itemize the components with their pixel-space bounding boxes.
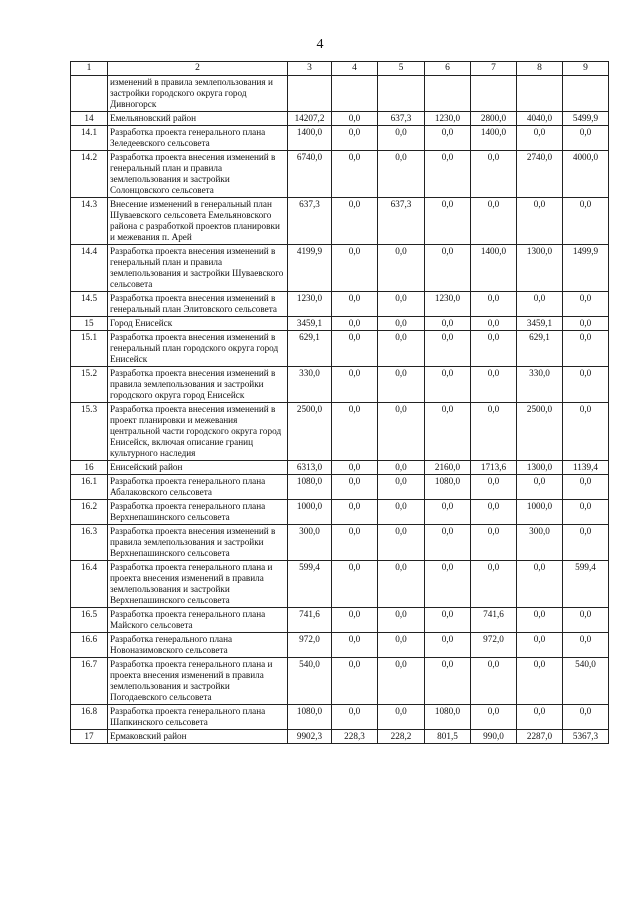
value-cell: 1300,0 [517, 245, 563, 292]
value-cell: 0,0 [471, 331, 517, 367]
value-cell: 0,0 [332, 126, 378, 151]
value-cell: 637,3 [288, 198, 332, 245]
value-cell: 0,0 [332, 403, 378, 461]
value-cell: 0,0 [563, 500, 609, 525]
value-cell: 6313,0 [288, 461, 332, 475]
value-cell: 330,0 [517, 367, 563, 403]
value-cell: 0,0 [425, 367, 471, 403]
row-number-cell: 16.5 [71, 608, 108, 633]
value-cell: 0,0 [378, 561, 425, 608]
row-name-cell: Разработка проекта генерального плана Верхнепашинского сельсовета [108, 500, 288, 525]
value-cell: 0,0 [517, 633, 563, 658]
value-cell: 2740,0 [517, 151, 563, 198]
value-cell: 540,0 [563, 658, 609, 705]
table-row [71, 292, 609, 317]
row-number-cell: 16.2 [71, 500, 108, 525]
value-cell: 0,0 [471, 403, 517, 461]
value-cell: 1080,0 [288, 475, 332, 500]
value-cell [471, 76, 517, 112]
value-cell: 0,0 [378, 658, 425, 705]
table-row [71, 705, 609, 730]
value-cell: 2500,0 [288, 403, 332, 461]
value-cell: 0,0 [425, 245, 471, 292]
table-row [71, 633, 609, 658]
row-number-cell: 14.5 [71, 292, 108, 317]
value-cell: 0,0 [563, 367, 609, 403]
value-cell: 0,0 [332, 608, 378, 633]
table-row [71, 198, 609, 245]
value-cell: 1300,0 [517, 461, 563, 475]
table-row [71, 367, 609, 403]
row-name-cell: Разработка генерального плана Новоназимовского сельсовета [108, 633, 288, 658]
value-cell: 0,0 [517, 705, 563, 730]
row-name-cell: Разработка проекта генерального плана Зеледеевского сельсовета [108, 126, 288, 151]
value-cell [288, 76, 332, 112]
value-cell: 0,0 [378, 331, 425, 367]
value-cell: 0,0 [425, 151, 471, 198]
value-cell: 0,0 [471, 500, 517, 525]
value-cell: 1713,6 [471, 461, 517, 475]
value-cell: 0,0 [378, 317, 425, 331]
value-cell: 0,0 [332, 475, 378, 500]
row-number-cell: 14.4 [71, 245, 108, 292]
value-cell: 0,0 [471, 475, 517, 500]
row-name-cell: Город Енисейск [108, 317, 288, 331]
column-header: 4 [332, 62, 378, 76]
value-cell: 0,0 [425, 633, 471, 658]
value-cell: 0,0 [332, 461, 378, 475]
value-cell: 599,4 [563, 561, 609, 608]
value-cell: 0,0 [378, 151, 425, 198]
table-row [71, 658, 609, 705]
value-cell: 1400,0 [471, 245, 517, 292]
column-header: 2 [108, 62, 288, 76]
value-cell: 741,6 [471, 608, 517, 633]
table-row [71, 730, 609, 744]
value-cell: 0,0 [517, 658, 563, 705]
row-number-cell: 15.3 [71, 403, 108, 461]
value-cell: 300,0 [288, 525, 332, 561]
value-cell [563, 76, 609, 112]
table-row [71, 151, 609, 198]
table-row [71, 112, 609, 126]
row-number-cell: 16.7 [71, 658, 108, 705]
value-cell: 228,3 [332, 730, 378, 744]
value-cell: 0,0 [425, 500, 471, 525]
value-cell: 0,0 [378, 500, 425, 525]
row-name-cell: изменений в правила землепользования и застройки городского округа город Дивногорск [108, 76, 288, 112]
value-cell [517, 76, 563, 112]
row-name-cell: Разработка проекта внесения изменений в правила землепользования и застройки Верхнепашинского сельсовета [108, 525, 288, 561]
value-cell: 0,0 [332, 525, 378, 561]
value-cell: 0,0 [332, 151, 378, 198]
table-row [71, 331, 609, 367]
value-cell: 1230,0 [425, 112, 471, 126]
row-number-cell: 16.8 [71, 705, 108, 730]
value-cell: 0,0 [517, 292, 563, 317]
row-number-cell [71, 76, 108, 112]
row-name-cell: Емельяновский район [108, 112, 288, 126]
value-cell: 0,0 [471, 151, 517, 198]
column-header: 1 [71, 62, 108, 76]
value-cell: 0,0 [378, 705, 425, 730]
row-name-cell: Разработка проекта генерального плана и проекта внесения изменений в правила землепользования и застройки Погодаевского сельсовета [108, 658, 288, 705]
value-cell: 3459,1 [288, 317, 332, 331]
value-cell: 0,0 [332, 705, 378, 730]
row-number-cell: 15 [71, 317, 108, 331]
value-cell: 0,0 [471, 525, 517, 561]
value-cell: 0,0 [378, 245, 425, 292]
value-cell: 540,0 [288, 658, 332, 705]
value-cell: 801,5 [425, 730, 471, 744]
budget-table [70, 61, 609, 744]
table-row [71, 500, 609, 525]
value-cell: 0,0 [332, 633, 378, 658]
value-cell: 0,0 [517, 198, 563, 245]
value-cell: 629,1 [288, 331, 332, 367]
value-cell: 0,0 [425, 658, 471, 705]
value-cell: 6740,0 [288, 151, 332, 198]
value-cell: 0,0 [471, 367, 517, 403]
value-cell: 0,0 [332, 292, 378, 317]
value-cell: 2287,0 [517, 730, 563, 744]
value-cell: 0,0 [425, 608, 471, 633]
value-cell: 0,0 [425, 126, 471, 151]
row-number-cell: 14.1 [71, 126, 108, 151]
row-number-cell: 16 [71, 461, 108, 475]
value-cell: 0,0 [378, 403, 425, 461]
table-row [71, 126, 609, 151]
value-cell: 0,0 [332, 658, 378, 705]
value-cell: 0,0 [378, 126, 425, 151]
value-cell: 0,0 [378, 608, 425, 633]
row-name-cell: Разработка проекта генерального плана Майского сельсовета [108, 608, 288, 633]
value-cell: 4000,0 [563, 151, 609, 198]
column-header: 3 [288, 62, 332, 76]
column-header: 9 [563, 62, 609, 76]
value-cell: 3459,1 [517, 317, 563, 331]
value-cell: 0,0 [471, 658, 517, 705]
value-cell: 637,3 [378, 112, 425, 126]
value-cell: 1400,0 [471, 126, 517, 151]
row-name-cell: Разработка проекта внесения изменений в генеральный план и правила землепользования и застройки Солонцовского сельсовета [108, 151, 288, 198]
page-number: 4 [316, 37, 324, 52]
value-cell: 0,0 [563, 317, 609, 331]
value-cell: 599,4 [288, 561, 332, 608]
value-cell: 0,0 [378, 461, 425, 475]
value-cell: 0,0 [332, 198, 378, 245]
table-row [71, 245, 609, 292]
row-number-cell: 16.1 [71, 475, 108, 500]
row-name-cell: Разработка проекта генерального плана Шапкинского сельсовета [108, 705, 288, 730]
value-cell: 972,0 [288, 633, 332, 658]
row-name-cell: Разработка проекта генерального плана Абалаковского сельсовета [108, 475, 288, 500]
value-cell: 0,0 [471, 705, 517, 730]
value-cell: 0,0 [563, 198, 609, 245]
value-cell: 0,0 [563, 292, 609, 317]
value-cell: 0,0 [332, 561, 378, 608]
value-cell: 0,0 [563, 331, 609, 367]
value-cell: 629,1 [517, 331, 563, 367]
row-number-cell: 15.1 [71, 331, 108, 367]
value-cell: 0,0 [471, 561, 517, 608]
value-cell: 2160,0 [425, 461, 471, 475]
row-number-cell: 15.2 [71, 367, 108, 403]
value-cell: 1230,0 [288, 292, 332, 317]
value-cell: 300,0 [517, 525, 563, 561]
row-number-cell: 14.2 [71, 151, 108, 198]
value-cell: 0,0 [425, 403, 471, 461]
row-number-cell: 16.3 [71, 525, 108, 561]
row-name-cell: Разработка проекта внесения изменений в генеральный план городского округа город Енисейск [108, 331, 288, 367]
table-row [71, 475, 609, 500]
value-cell: 0,0 [517, 475, 563, 500]
row-name-cell: Разработка проекта внесения изменений в проект планировки и межевания центральной части городского округа город Енисейск, включая описание границ культурного наследия [108, 403, 288, 461]
value-cell: 9902,3 [288, 730, 332, 744]
row-number-cell: 16.4 [71, 561, 108, 608]
value-cell: 0,0 [378, 292, 425, 317]
value-cell: 0,0 [563, 126, 609, 151]
value-cell: 14207,2 [288, 112, 332, 126]
value-cell: 0,0 [425, 561, 471, 608]
value-cell: 0,0 [425, 331, 471, 367]
value-cell: 0,0 [378, 525, 425, 561]
row-number-cell: 14 [71, 112, 108, 126]
value-cell: 972,0 [471, 633, 517, 658]
row-number-cell: 17 [71, 730, 108, 744]
value-cell: 1080,0 [288, 705, 332, 730]
value-cell: 2800,0 [471, 112, 517, 126]
value-cell [332, 76, 378, 112]
value-cell: 0,0 [378, 367, 425, 403]
table-header-row [71, 62, 609, 76]
row-name-cell: Разработка проекта генерального плана и проекта внесения изменений в правила землепользования и застройки Верхнепашинского сельсовета [108, 561, 288, 608]
value-cell: 990,0 [471, 730, 517, 744]
value-cell: 0,0 [332, 500, 378, 525]
row-name-cell: Разработка проекта внесения изменений в генеральный план Элитовского сельсовета [108, 292, 288, 317]
value-cell: 1080,0 [425, 705, 471, 730]
row-name-cell: Разработка проекта внесения изменений в генеральный план и правила землепользования и застройки Шуваевского сельсовета [108, 245, 288, 292]
value-cell: 637,3 [378, 198, 425, 245]
column-header: 7 [471, 62, 517, 76]
value-cell: 1230,0 [425, 292, 471, 317]
column-header: 5 [378, 62, 425, 76]
row-name-cell: Енисейский район [108, 461, 288, 475]
value-cell: 0,0 [378, 475, 425, 500]
value-cell: 0,0 [563, 633, 609, 658]
table-row [71, 461, 609, 475]
value-cell: 0,0 [425, 525, 471, 561]
value-cell: 2500,0 [517, 403, 563, 461]
table-row [71, 317, 609, 331]
value-cell: 0,0 [425, 317, 471, 331]
value-cell: 0,0 [563, 608, 609, 633]
value-cell: 0,0 [332, 112, 378, 126]
row-name-cell: Ермаковский район [108, 730, 288, 744]
value-cell: 5499,9 [563, 112, 609, 126]
column-header: 6 [425, 62, 471, 76]
value-cell: 0,0 [563, 403, 609, 461]
value-cell: 0,0 [517, 608, 563, 633]
value-cell: 741,6 [288, 608, 332, 633]
table-row [71, 525, 609, 561]
value-cell: 1080,0 [425, 475, 471, 500]
value-cell: 0,0 [332, 245, 378, 292]
row-name-cell: Внесение изменений в генеральный план Шуваевского сельсовета Емельяновского района с разработкой проектов планировки и межевания п. Арей [108, 198, 288, 245]
value-cell: 228,2 [378, 730, 425, 744]
value-cell [378, 76, 425, 112]
value-cell: 4040,0 [517, 112, 563, 126]
value-cell: 0,0 [563, 705, 609, 730]
value-cell: 0,0 [425, 198, 471, 245]
value-cell: 0,0 [563, 525, 609, 561]
value-cell: 1139,4 [563, 461, 609, 475]
row-name-cell: Разработка проекта внесения изменений в правила землепользования и застройки городского округа город Енисейск [108, 367, 288, 403]
value-cell: 0,0 [471, 292, 517, 317]
value-cell [425, 76, 471, 112]
table-body [71, 62, 609, 744]
value-cell: 0,0 [378, 633, 425, 658]
value-cell: 0,0 [471, 317, 517, 331]
value-cell: 0,0 [332, 367, 378, 403]
table-row [71, 561, 609, 608]
value-cell: 0,0 [517, 561, 563, 608]
value-cell: 5367,3 [563, 730, 609, 744]
value-cell: 0,0 [332, 317, 378, 331]
table-row [71, 403, 609, 461]
column-header: 8 [517, 62, 563, 76]
value-cell: 0,0 [471, 198, 517, 245]
value-cell: 4199,9 [288, 245, 332, 292]
value-cell: 1400,0 [288, 126, 332, 151]
value-cell: 0,0 [332, 331, 378, 367]
value-cell: 1000,0 [288, 500, 332, 525]
table-row [71, 608, 609, 633]
value-cell: 1000,0 [517, 500, 563, 525]
value-cell: 0,0 [517, 126, 563, 151]
table-row [71, 76, 609, 112]
value-cell: 1499,9 [563, 245, 609, 292]
value-cell: 330,0 [288, 367, 332, 403]
row-number-cell: 14.3 [71, 198, 108, 245]
row-number-cell: 16.6 [71, 633, 108, 658]
value-cell: 0,0 [563, 475, 609, 500]
